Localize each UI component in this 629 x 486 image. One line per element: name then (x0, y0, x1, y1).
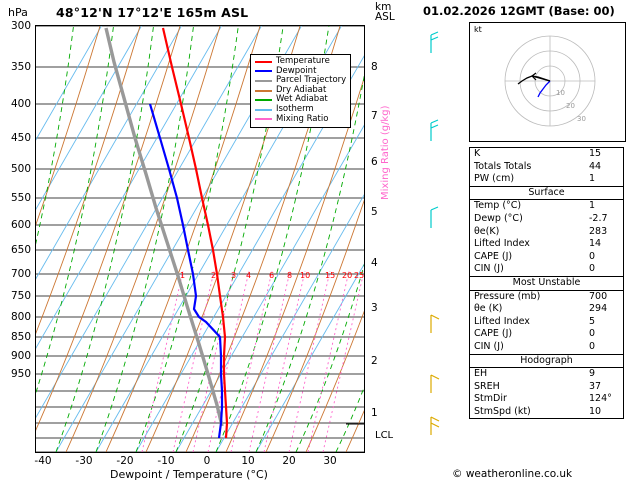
mu-label-cape: CAPE (J) (474, 328, 513, 340)
htick-6: 6 (371, 156, 378, 168)
table-row (470, 291, 623, 304)
height-axis-label: km ASL (375, 1, 395, 23)
pressure-axis-label: hPa (8, 6, 28, 19)
xtick--30: -30 (75, 455, 93, 467)
mu-value-pressure: 700 (589, 290, 608, 302)
surface-label-dewp: Dewp (°C) (474, 212, 523, 224)
mu-label-cin: CIN (J) (474, 340, 504, 352)
table-row (470, 263, 623, 276)
surface-value-dewp: -2.7 (589, 212, 608, 224)
table-row (470, 200, 623, 213)
ptick-800: 800 (10, 311, 31, 323)
table-row (470, 226, 623, 239)
pressure-tick-labels (0, 20, 33, 453)
svg-text:10: 10 (556, 89, 565, 97)
table-row (470, 328, 623, 341)
table-row (470, 251, 623, 264)
surface-value-li: 14 (589, 238, 602, 250)
svg-text:4: 4 (246, 271, 252, 280)
index-value-k: 15 (589, 148, 602, 159)
table-row (470, 381, 623, 394)
hodograph-unit-label: kt (474, 25, 482, 34)
section-header-hodograph: Hodograph (470, 354, 623, 369)
legend-label-dewpoint: Dewpoint (276, 65, 317, 76)
legend-swatch-wet-adiabat (255, 99, 272, 101)
svg-text:3: 3 (231, 271, 237, 280)
ptick-700: 700 (10, 268, 31, 280)
hodograph-panel (469, 22, 626, 142)
legend-item-mixing-ratio (255, 115, 346, 125)
svg-text:2: 2 (211, 271, 217, 280)
table-row (470, 148, 623, 161)
mu-value-li: 5 (589, 315, 596, 327)
htick-5: 5 (371, 206, 378, 218)
x-axis-title: Dewpoint / Temperature (°C) (110, 468, 268, 481)
htick-4: 4 (371, 257, 378, 269)
forecast-date-title: 01.02.2026 12GMT (Base: 00) (423, 4, 615, 18)
ptick-750: 750 (10, 290, 31, 302)
height-tick-labels (367, 25, 417, 453)
chart-legend (250, 54, 351, 128)
hodo-label-stmspd: StmSpd (kt) (474, 405, 531, 417)
section-header-surface: Surface (470, 186, 623, 201)
lcl-label: LCL (375, 430, 394, 441)
htick-7: 7 (371, 110, 378, 122)
legend-swatch-dry-adiabat (255, 90, 272, 92)
svg-text:15: 15 (325, 271, 336, 280)
svg-text:1: 1 (180, 271, 186, 280)
ptick-650: 650 (10, 244, 31, 256)
surface-value-theta-e: 283 (589, 225, 608, 237)
table-row (470, 303, 623, 316)
table-row (470, 161, 623, 174)
svg-text:8: 8 (287, 271, 293, 280)
index-label-k: K (474, 148, 481, 159)
legend-label-parcel: Parcel Trajectory (276, 75, 347, 86)
table-row (470, 368, 623, 381)
surface-label-li: Lifted Index (474, 238, 530, 250)
hodograph-svg (470, 23, 623, 139)
xtick-20: 20 (282, 455, 296, 467)
skewt-plot-area (35, 25, 365, 453)
index-value-totals: 44 (589, 160, 602, 172)
xtick-0: 0 (203, 455, 211, 467)
xtick--20: -20 (116, 455, 134, 467)
legend-label-temperature: Temperature (276, 56, 330, 66)
mixing-ratio-lines (142, 271, 364, 452)
ptick-450: 450 (10, 132, 31, 144)
legend-label-mixing-ratio: Mixing Ratio (276, 113, 329, 124)
xtick--40: -40 (34, 455, 52, 467)
ptick-500: 500 (10, 163, 31, 175)
right-panel (420, 0, 629, 486)
legend-label-dry-adiabat: Dry Adiabat (276, 84, 327, 95)
surface-label-cin: CIN (J) (474, 263, 504, 275)
svg-text:10: 10 (300, 271, 311, 280)
ptick-850: 850 (10, 331, 31, 343)
station-title: 48°12'N 17°12'E 165m ASL (56, 5, 249, 20)
parcel-trajectory-curve (106, 28, 222, 426)
table-row (470, 238, 623, 251)
surface-value-temp: 1 (589, 200, 596, 212)
mu-label-li: Lifted Index (474, 315, 530, 327)
section-header-most-unstable: Most Unstable (470, 276, 623, 291)
mixing-ratio-axis-title: Mixing Ratio (g/kg) (380, 105, 391, 200)
legend-swatch-mixing-ratio (255, 118, 272, 120)
temperature-curve (163, 28, 227, 438)
table-row (470, 213, 623, 226)
surface-label-theta-e: θe(K) (474, 225, 500, 237)
svg-text:20: 20 (342, 271, 353, 280)
hodograph-ring-labels (556, 89, 586, 123)
mu-label-theta-e: θe (K) (474, 303, 503, 315)
legend-swatch-dewpoint (255, 70, 272, 72)
svg-text:20: 20 (566, 102, 575, 110)
hodo-value-sreh: 37 (589, 380, 602, 392)
hodo-label-eh: EH (474, 368, 488, 380)
ptick-350: 350 (10, 61, 31, 73)
legend-label-wet-adiabat: Wet Adiabat (276, 94, 328, 105)
legend-swatch-isotherm (255, 109, 272, 111)
xtick-30: 30 (323, 455, 337, 467)
index-value-pw: 1 (589, 173, 596, 185)
hodo-label-sreh: SREH (474, 380, 500, 392)
htick-2: 2 (371, 355, 378, 367)
index-label-pw: PW (cm) (474, 173, 515, 185)
legend-swatch-parcel (255, 80, 272, 82)
hodo-value-stmspd: 10 (589, 405, 602, 417)
ptick-950: 950 (10, 368, 31, 380)
index-label-totals: Totals Totals (474, 160, 532, 172)
legend-swatch-temperature (255, 61, 272, 63)
svg-text:6: 6 (269, 271, 275, 280)
table-row (470, 406, 623, 419)
svg-text:25: 25 (354, 271, 364, 280)
xtick-10: 10 (241, 455, 255, 467)
mu-value-theta-e: 294 (589, 303, 608, 315)
copyright-text: © weatheronline.co.uk (452, 468, 573, 480)
hodo-label-stmdir: StmDir (474, 393, 507, 405)
mu-label-pressure: Pressure (mb) (474, 290, 541, 302)
table-row (470, 341, 623, 354)
surface-label-temp: Temp (°C) (474, 200, 522, 212)
ptick-900: 900 (10, 350, 31, 362)
htick-3: 3 (371, 302, 378, 314)
sounding-indices-table (469, 147, 624, 419)
temperature-tick-labels (35, 455, 365, 469)
hodo-value-eh: 9 (589, 368, 596, 380)
ptick-600: 600 (10, 219, 31, 231)
ptick-300: 300 (10, 20, 31, 32)
surface-value-cin: 0 (589, 263, 596, 275)
svg-text:30: 30 (577, 115, 586, 123)
htick-1: 1 (371, 407, 378, 419)
surface-value-cape: 0 (589, 250, 596, 262)
hodo-value-stmdir: 124° (589, 393, 612, 405)
htick-8: 8 (371, 61, 378, 73)
mu-value-cin: 0 (589, 340, 596, 352)
legend-label-isotherm: Isotherm (276, 103, 314, 114)
xtick--10: -10 (157, 455, 175, 467)
ptick-550: 550 (10, 192, 31, 204)
table-row (470, 173, 623, 186)
table-row (470, 393, 623, 406)
mu-value-cape: 0 (589, 328, 596, 340)
ptick-400: 400 (10, 98, 31, 110)
surface-label-cape: CAPE (J) (474, 250, 513, 262)
table-row (470, 316, 623, 329)
